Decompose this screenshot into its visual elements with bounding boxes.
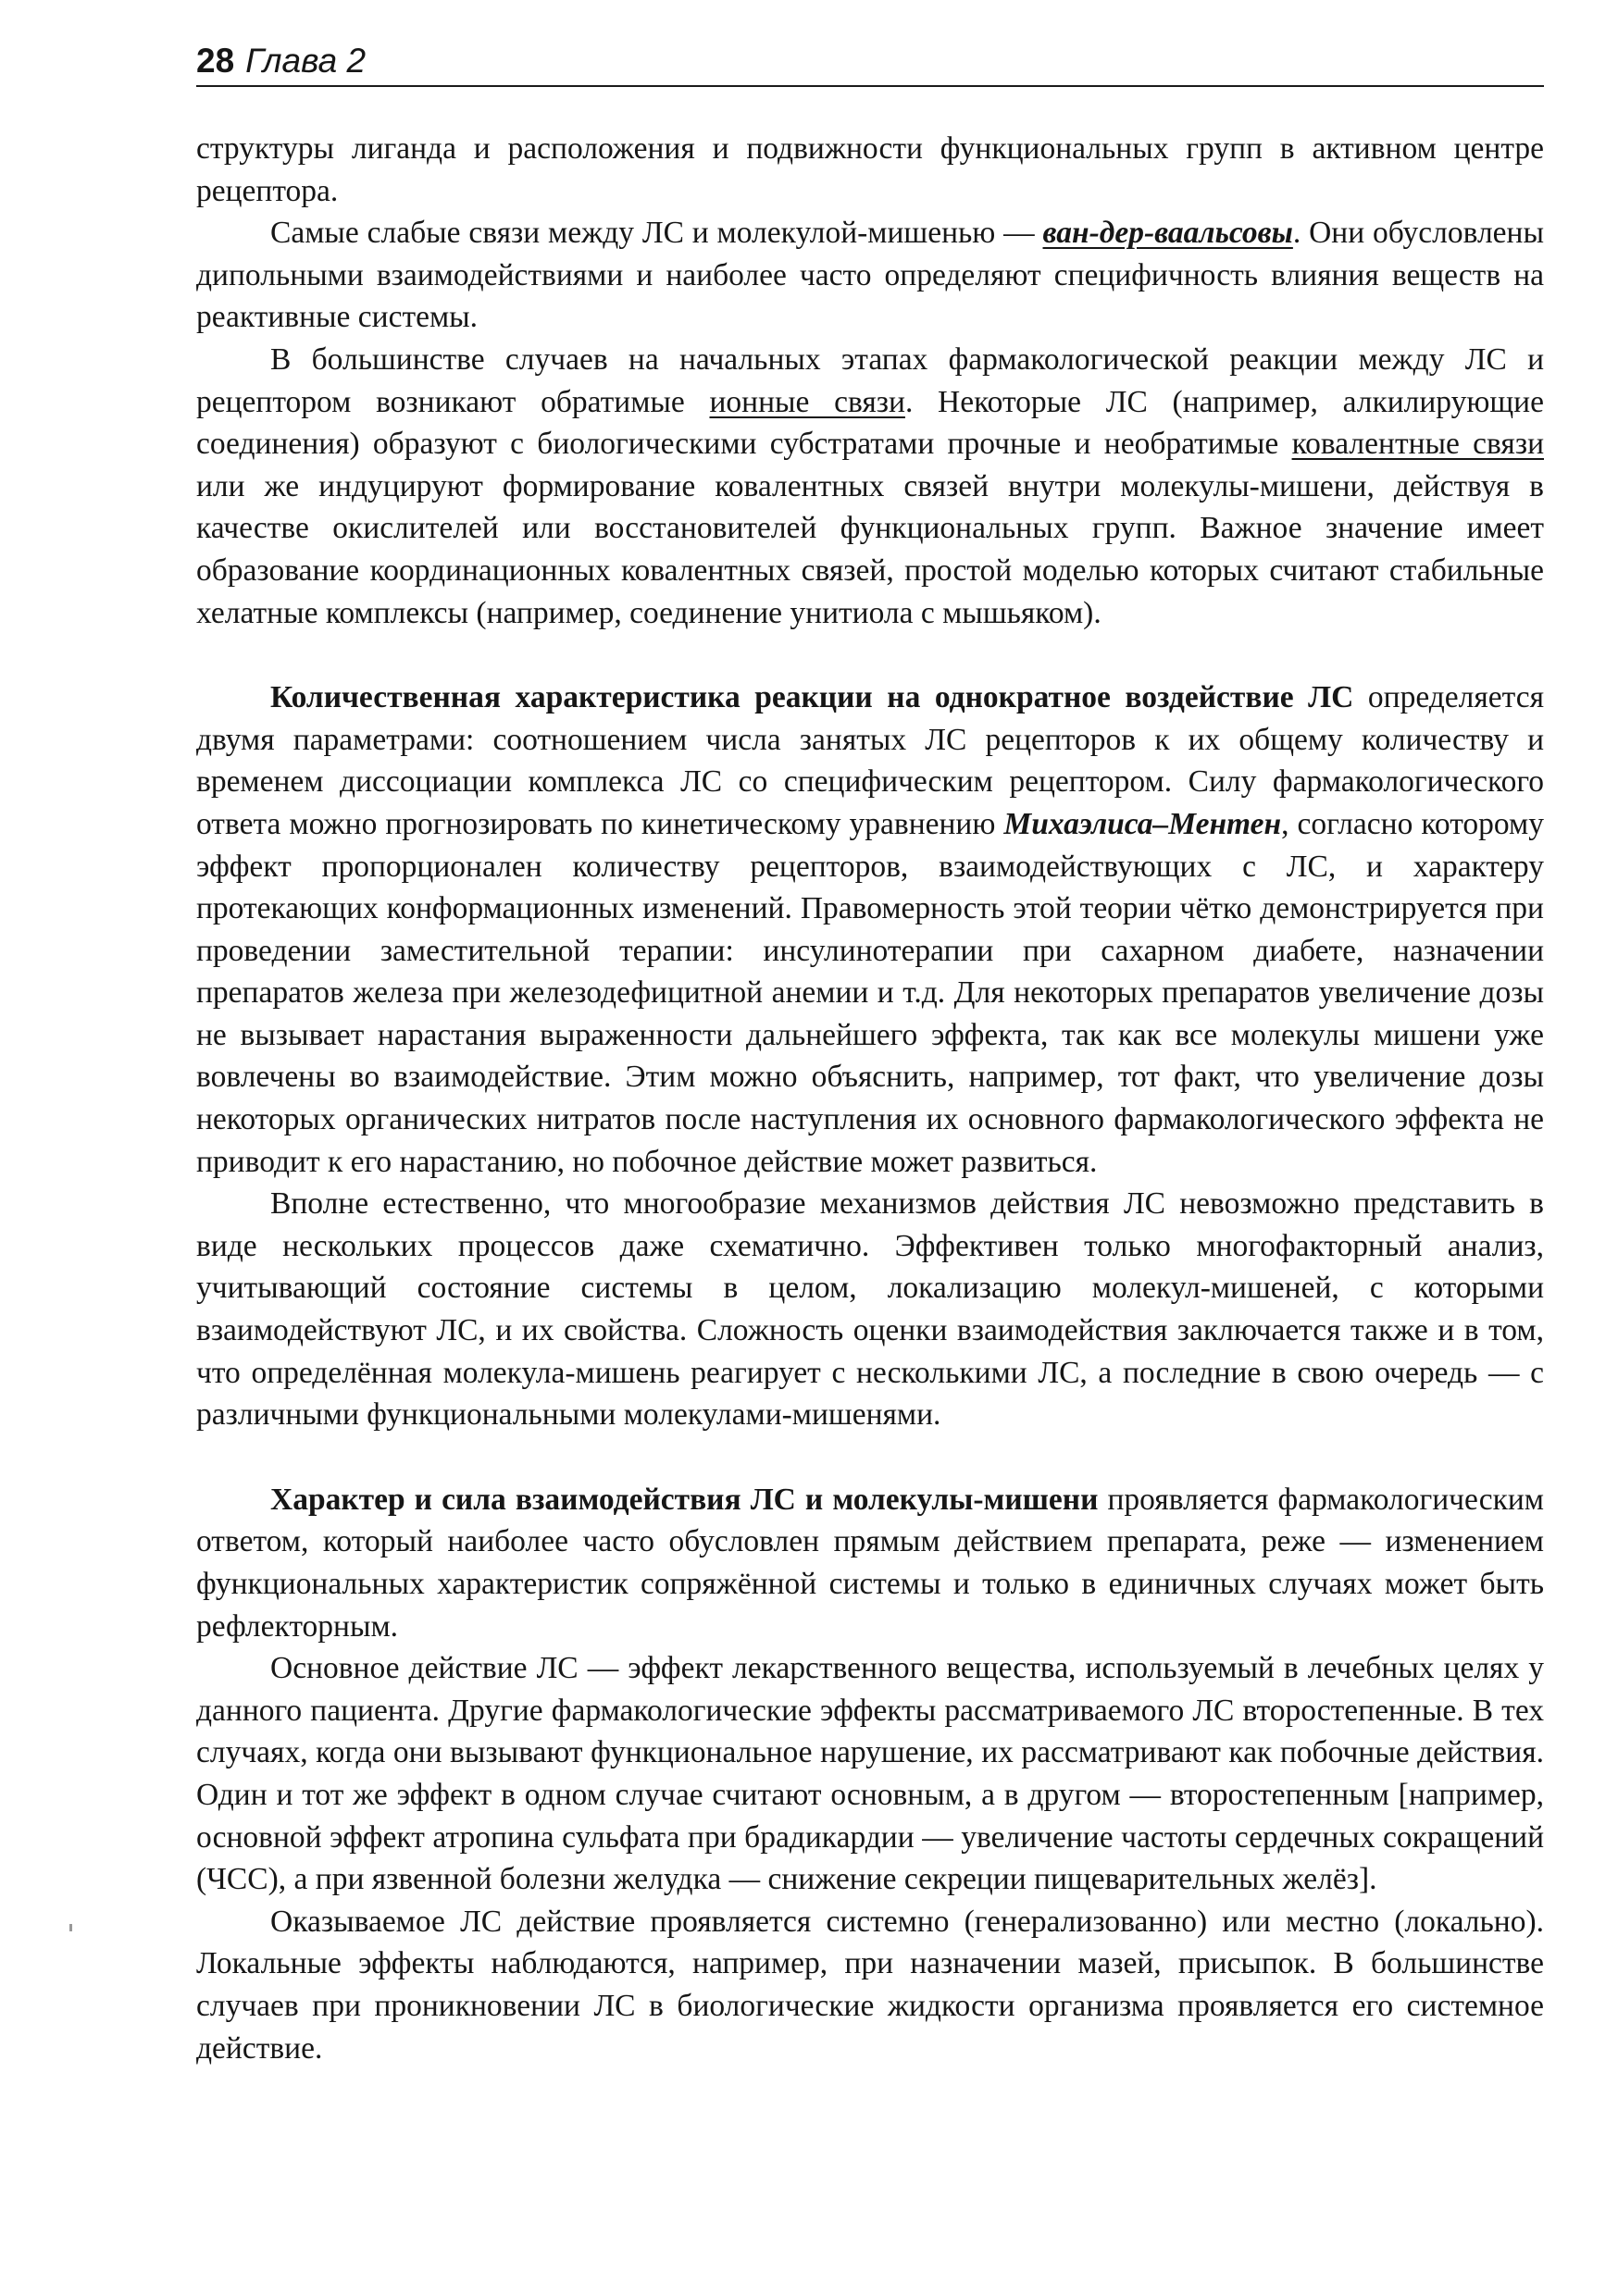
book-page [196,39,1544,2069]
p2-text-after: . Они обусловлены дипольными взаимодействиями и наиболее часто определяют специфичность влияния веществ на реактивные системы. [196,216,1544,335]
running-header [196,39,1544,87]
term-van-der-waals: ван-дер-ваальсовы [1042,216,1293,251]
paragraph-1: структуры лиганда и расположения и подвижности функциональных групп в активном центре рецептора. [196,131,1544,208]
body-text [196,128,1544,2069]
term-covalent-bonds: ковалентные связи [1291,427,1544,462]
paragraph-5: Вполне естественно, что многообразие механизмов действия ЛС невозможно представить в виде нескольких процессов даже схематично. Эффективен только многофакторный анализ, учитывающий состояние системы в целом, локализацию молекул-мишеней, с которыми взаимодействуют ЛС, и их свойства. Сложность оценки взаимодействия заключается также и в том, что определённая молекула-мишень реагирует с несколькими ЛС, а последние в свою очередь — с различными функциональными молекулами-мишенями. [196,1186,1544,1433]
p4-text-after: , согласно которому эффект пропорционален количеству рецепторов, взаимодействующих с ЛС, и характеру протекающих конформационных изменений. Правомерность этой теории чётко демонстрируется при проведении заместительной терапии: инсулинотерапии при сахарном диабете, назначении препаратов железа при железодефицитной анемии и т.д. Для некоторых препаратов увеличение дозы не вызывает нарастания выраженности дальнейшего эффекта, так как все молекулы мишени уже вовлечены во взаимодействие. Этим можно объяснить, например, тот факт, что увеличение дозы некоторых органических нитратов после наступления их основного фармакологического эффекта не приводит к его нарастанию, но побочное действие может развиться. [196,806,1544,1179]
p6-text-after: проявляется фармакологическим ответом, который наиболее часто обусловлен прямым действием препарата, реже — изменением функциональных характеристик сопряжённой системы и только в единичных случаях может быть рефлекторным. [196,1482,1544,1644]
section-heading-quantitative: Количественная характеристика реакции на однократное воздействие ЛС [270,680,1354,715]
scan-speck [69,1924,72,1931]
chapter-title: Глава 2 [245,42,367,80]
p3-text-before: В большинстве случаев на начальных этапах фармакологической реакции между ЛС и рецептором возникают обратимые [196,341,1544,419]
p4-text-before: определяется двумя параметрами: соотношением числа занятых ЛС рецепторов к их общему количеству и временем диссоциации комплекса ЛС со специфическим рецептором. Силу фармакологического ответа можно прогнозировать по кинетическому уравнению [196,680,1544,841]
page-number: 28 [196,42,235,80]
paragraph-6 [196,1479,1544,1647]
section-heading-interaction: Характер и сила взаимодействия ЛС и молекулы-мишени [270,1482,1099,1517]
paragraph-4 [196,676,1544,1183]
paragraph-7: Основное действие ЛС — эффект лекарственного вещества, используемый в лечебных целях у данного пациента. Другие фармакологические эффекты рассматриваемого ЛС второстепенные. В тех случаях, когда они вызывают функциональное нарушение, их рассматривают как побочные действия. Один и тот же эффект в одном случае считают основным, а в другом — второстепенным [например, основной эффект атропина сульфата при брадикардии — увеличение частоты сердечных сокращений (ЧСС), а при язвенной болезни желудка — снижение секреции пищеварительных желёз]. [196,1651,1544,1897]
paragraph-8: Оказываемое ЛС действие проявляется системно (генерализованно) или местно (локально). Локальные эффекты наблюдаются, например, при назначении мазей, присыпок. В большинстве случаев при проникновении ЛС в биологические жидкости организма проявляется его системное действие. [196,1904,1544,2066]
term-ionic-bonds: ионные связи [709,384,905,419]
paragraph-2 [196,212,1544,339]
p3-text-middle: . Некоторые ЛС (например, алкилирующие соединения) образуют с биологическими субстратами прочные и необратимые [196,384,1544,462]
p3-text-after: или же индуцируют формирование ковалентных связей внутри молекулы-мишени, действуя в качестве окислителей или восстановителей функциональных групп. Важное значение имеет образование координационных ковалентных связей, простой моделью которых считают стабильные хелатные комплексы (например, соединение унитиола с мышьяком). [196,468,1544,630]
paragraph-3 [196,339,1544,634]
p2-text-before: Самые слабые связи между ЛС и молекулой-мишенью — [270,216,1043,251]
term-michaelis-menten: Михаэлиса–Ментен [1003,806,1282,841]
